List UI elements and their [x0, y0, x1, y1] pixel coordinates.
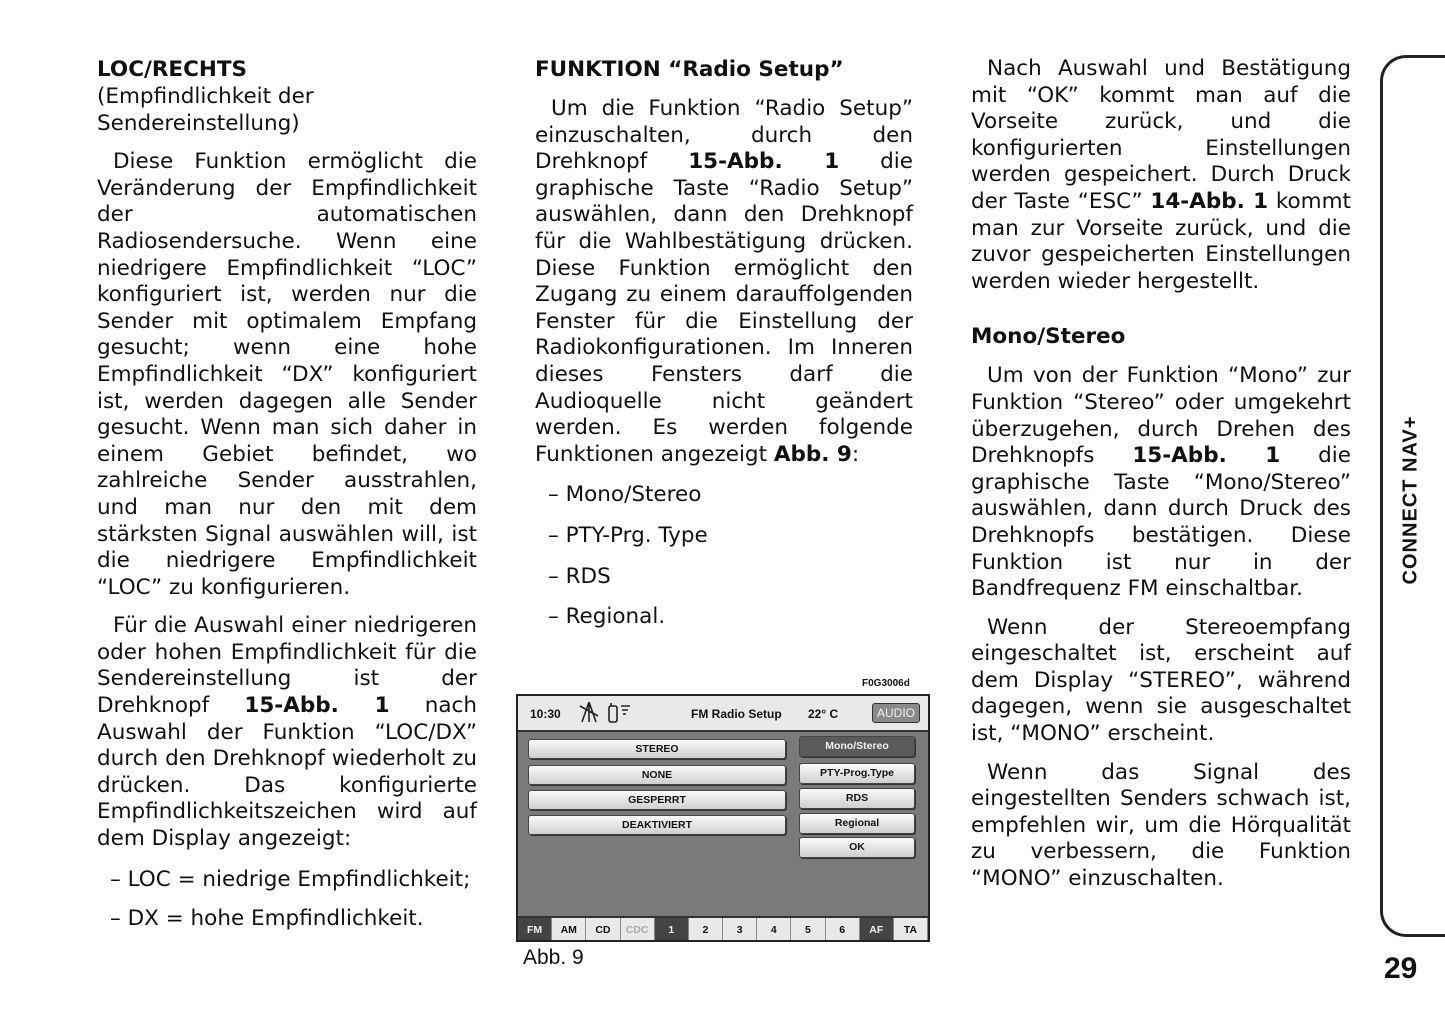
mono-stereo-paragraph-2: Wenn der Stereoempfang eingeschaltet ist, erscheint auf dem Display “STEREO”, während dagegen, wenn sie ausgeschaltet ist, “MONO” erscheint.	[971, 614, 1351, 747]
radio-setup-heading: FUNKTION “Radio Setup”	[535, 57, 844, 82]
confirm-paragraph: Nach Auswahl und Bestätigung mit “OK” kommt man auf die Vorseite zurück, und die konfigurierten Einstellungen werden gespeichert. Durch Druck der Taste “ESC” 14-Abb. 1 kommt man zur Vorseite zurück, und die zuvor gespeicherten Einstellungen werden wieder hergestellt.	[971, 56, 1351, 294]
preset-2-button[interactable]: 2	[689, 918, 723, 942]
column-1	[97, 56, 477, 946]
reference-15-abb-1: 15-Abb. 1	[244, 693, 390, 719]
mono-stereo-heading: Mono/Stereo	[971, 324, 1126, 350]
source-cd-button[interactable]: CD	[586, 918, 620, 942]
clock: 10:30	[530, 707, 561, 721]
reference-15-abb-1: 15-Abb. 1	[688, 149, 840, 175]
column-3	[971, 56, 1351, 893]
preset-4-button[interactable]: 4	[757, 918, 791, 942]
list-item: – RDS	[548, 563, 611, 589]
preset-5-button[interactable]: 5	[791, 918, 825, 942]
screen-title: FM Radio Setup	[691, 707, 782, 721]
list-item: – DX = hohe Empfindlichkeit.	[110, 906, 424, 932]
regional-button[interactable]: Regional	[799, 813, 915, 834]
reference-14-abb-1: 14-Abb. 1	[1150, 188, 1269, 214]
loc-rechts-heading: LOC/RECHTS	[97, 57, 248, 82]
radio-setup-screen	[516, 694, 930, 942]
mono-stereo-paragraph-3: Wenn das Signal des eingestellten Senders schwach ist, empfehlen wir, um die Hörqualität zu verbessern, die Funktion “MONO” einzuschalten.	[971, 759, 1351, 892]
figure-code: F0G3006d	[862, 678, 910, 689]
reference-abb-9: Abb. 9	[773, 441, 852, 467]
temperature: 22° C	[808, 707, 839, 721]
screen-bottom-bar	[518, 916, 928, 942]
pty-prog-type-button[interactable]: PTY-Prog.Type	[799, 763, 915, 784]
loc-rechts-paragraph-2: Für die Auswahl einer niedrigeren oder hohen Empfindlichkeit für die Sendereinstellung ist der Drehknopf 15-Abb. 1 nach Auswahl der Funktion “LOC/DX” durch den Drehknopf wiederholt zu drücken. Das konfigurierte Empfindlichkeitszeichen wird auf dem Display angezeigt:	[97, 613, 477, 852]
loc-rechts-paragraph-1: Diese Funktion ermöglicht die Veränderung der Empfindlichkeit der automatischen Radiosendersuche. Wenn eine niedrigere Empfindlichkeit “LOC” konfiguriert ist, werden nur die Sender mit optimalem Empfang gesucht; wenn eine hohe Empfindlichkeit “DX” konfiguriert ist, werden dagegen alle Sender gesucht. Wenn man sich daher in einem Gebiet befindet, wo zahlreiche Sender ausstrahlen, und man nur den mit dem stärksten Signal auswählen will, ist die niedrigere Empfindlichkeit “LOC” zu konfigurieren.	[97, 149, 477, 600]
mono-stereo-paragraph-1: Um von der Funktion “Mono” zur Funktion “Stereo” oder umgekehrt überzugehen, durch Drehen des Drehknopfs 15-Abb. 1 die graphische Taste “Mono/Stereo” auswählen, dann durch Druck des Drehknopfs bestätigen. Diese Funktion ist nur in der Bandfrequenz FM einschaltbar.	[971, 363, 1352, 602]
preset-1-button[interactable]: 1	[655, 918, 689, 942]
screen-top-bar	[518, 696, 928, 732]
antenna-icon	[578, 700, 600, 727]
value-stereo: STEREO	[528, 739, 786, 759]
function-list	[535, 482, 913, 630]
reference-15-abb-1: 15-Abb. 1	[1132, 443, 1281, 469]
value-rds: GESPERRT	[528, 790, 786, 810]
phone-signal-icon	[606, 700, 632, 727]
column-2	[535, 56, 913, 645]
preset-3-button[interactable]: 3	[723, 918, 757, 942]
source-cdc-button[interactable]: CDC	[621, 918, 655, 942]
sensitivity-list	[97, 867, 477, 933]
value-pty: NONE	[528, 765, 786, 785]
band-am-button[interactable]: AM	[552, 918, 586, 942]
list-item: – Mono/Stereo	[548, 482, 702, 508]
rds-button[interactable]: RDS	[799, 788, 915, 809]
preset-6-button[interactable]: 6	[826, 918, 860, 942]
ta-button[interactable]: TA	[894, 918, 928, 942]
list-item: – Regional.	[548, 604, 666, 630]
mono-stereo-button[interactable]: Mono/Stereo	[799, 736, 915, 757]
af-button[interactable]: AF	[860, 918, 894, 942]
radio-setup-paragraph: Um die Funktion “Radio Setup” einzuschalten, durch den Drehknopf 15-Abb. 1 die graphische Taste “Radio Setup” auswählen, dann den Drehknopf für die Wahlbestätigung drücken. Diese Funktion ermöglicht den Zugang zu einem darauffolgenden Fenster für die Einstellung der Radiokonfigurationen. Im Inneren dieses Fensters darf die Audioquelle nicht geändert werden. Es werden folgende Funktionen angezeigt Abb. 9:	[535, 96, 913, 467]
list-item: – PTY-Prg. Type	[548, 522, 708, 548]
loc-rechts-subheading: (Empfindlichkeit der Sendereinstellung)	[97, 84, 314, 136]
band-fm-button[interactable]: FM	[518, 918, 552, 942]
ok-button[interactable]: OK	[799, 837, 915, 858]
audio-button[interactable]: AUDIO	[872, 703, 920, 723]
page-number: 29	[1384, 952, 1418, 985]
value-regional: DEAKTIVIERT	[528, 815, 786, 835]
figure-caption: Abb. 9	[523, 946, 584, 969]
list-item: – LOC = niedrige Empfindlichkeit;	[110, 866, 471, 892]
